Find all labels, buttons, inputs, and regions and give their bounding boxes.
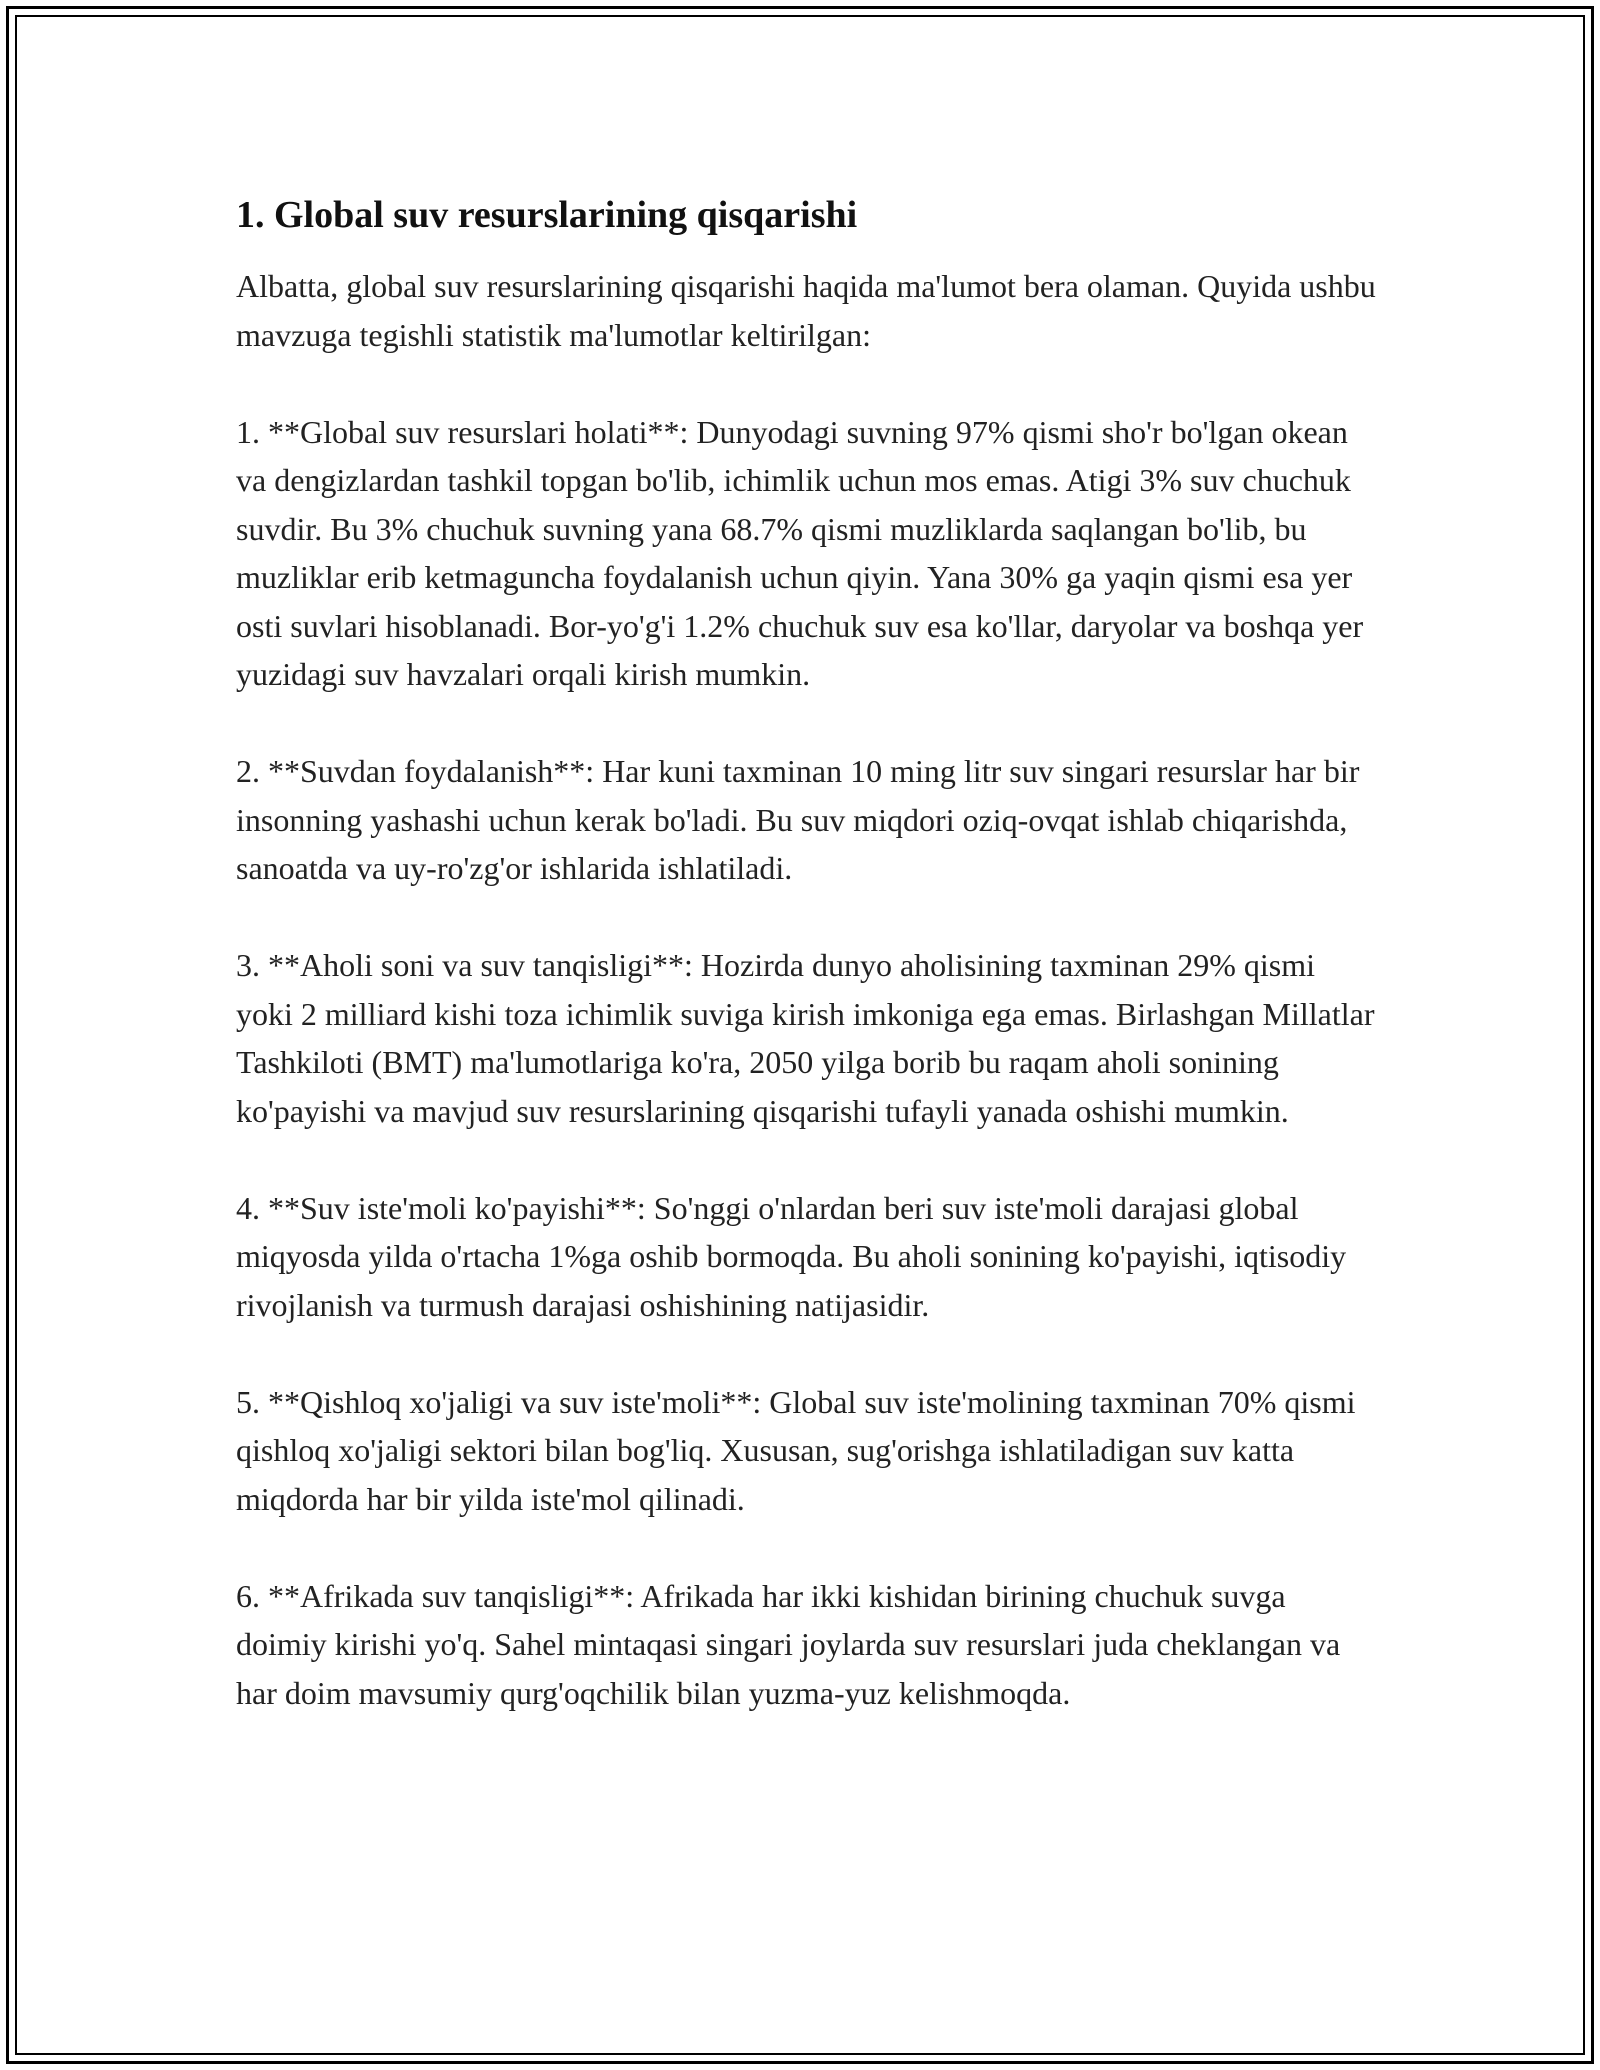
list-item-global-water-resources: 1. **Global suv resurslari holati**: Dunyodagi suvning 97% qismi sho'r bo'lgan okean va dengizlardan tashkil topgan bo'lib, ichimlik uchun mos emas. Atigi 3% suv chuchuk suvdir. Bu 3% chuchuk suvning yana 68.7% qismi muzliklarda saqlangan bo'lib, bu muzliklar erib ketmaguncha foydalanish uchun qiyin. Yana 30% ga yaqin qismi esa yer osti suvlari hisoblanadi. Bor-yo'g'i 1.2% chuchuk suv esa ko'llar, daryolar va boshqa yer yuzidagi suv havzalari orqali kirish mumkin.: [236, 413, 1364, 692]
list-item-agriculture-consumption: 5. **Qishloq xo'jaligi va suv iste'moli**: Global suv iste'molining taxminan 70% qismi qishloq xo'jaligi sektori bilan bog'liq. Xususan, sug'orishga ishlatiladigan suv katta miqdorda har bir yilda iste'mol qilinadi.: [236, 1383, 1356, 1517]
list-item-africa-scarcity: 6. **Afrikada suv tanqisligi**: Afrikada har ikki kishidan birining chuchuk suvga doimiy kirishi yo'q. Sahel mintaqasi singari joylarda suv resurslari juda cheklangan va har doim mavsumiy qurg'oqchilik bilan yuzma-yuz kelishmoqda.: [236, 1577, 1341, 1711]
list-item-population-water-scarcity: 3. **Aholi soni va suv tanqisligi**: Hozirda dunyo aholisining taxminan 29% qismi yoki 2 milliard kishi toza ichimlik suviga kirish imkoniga ega emas. Birlashgan Millatlar Tashkiloti (BMT) ma'lumotlariga ko'ra, 2050 yilga borib bu raqam aholi sonining ko'payishi va mavjud suv resurslarining qisqarishi tufayli yanada oshishi mumkin.: [236, 947, 1375, 1129]
document-body: [236, 190, 1376, 1766]
document-title: 1. Global suv resurslarining qisqarishi: [236, 194, 858, 236]
list-item-water-usage: 2. **Suvdan foydalanish**: Har kuni taxminan 10 ming litr suv singari resurslar har bir insonning yashashi uchun kerak bo'ladi. Bu suv miqdori oziq-ovqat ishlab chiqarishda, sanoatda va uy-ro'zg'or ishlarida ishlatiladi.: [236, 753, 1360, 886]
list-item-consumption-growth: 4. **Suv iste'moli ko'payishi**: So'nggi o'nlardan beri suv iste'moli darajasi global miqyosda yilda o'rtacha 1%ga oshib bormoqda. Bu aholi sonining ko'payishi, iqtisodiy rivojlanish va turmush darajasi oshishining natijasidir.: [236, 1189, 1347, 1323]
intro-paragraph: Albatta, global suv resurslarining qisqarishi haqida ma'lumot bera olaman. Quyida ushbu mavzuga tegishli statistik ma'lumotlar keltirilgan:: [236, 268, 1376, 353]
